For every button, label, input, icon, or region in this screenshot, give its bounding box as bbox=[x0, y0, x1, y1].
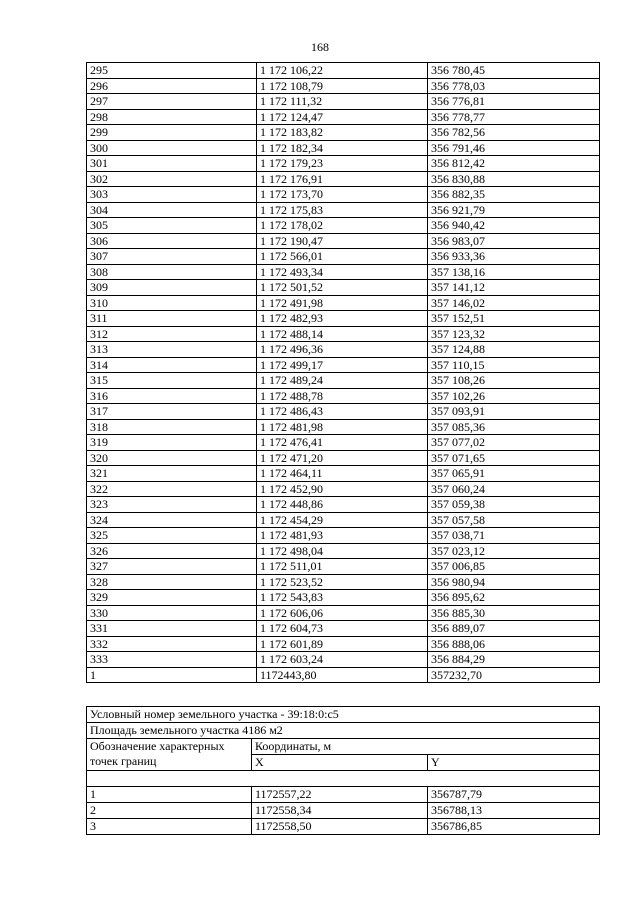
point-number-cell: 325 bbox=[87, 528, 257, 544]
point-number-cell: 297 bbox=[87, 94, 257, 110]
y-coordinate-cell: 357 102,26 bbox=[428, 388, 600, 404]
points-header-line2: точек границ bbox=[90, 754, 157, 768]
x-coordinate-cell: 1 172 482,93 bbox=[257, 311, 428, 327]
table-row bbox=[87, 202, 600, 218]
table-row bbox=[87, 450, 600, 466]
point-number-cell: 309 bbox=[87, 280, 257, 296]
table-row bbox=[87, 605, 600, 621]
y-coordinate-cell: 357 138,16 bbox=[428, 264, 600, 280]
point-number-cell: 306 bbox=[87, 233, 257, 249]
x-coordinate-cell: 1 172 173,70 bbox=[257, 187, 428, 203]
y-coordinate-cell: 357 057,58 bbox=[428, 512, 600, 528]
x-coordinate-cell: 1172558,50 bbox=[252, 819, 428, 835]
table-row bbox=[87, 512, 600, 528]
table-row bbox=[87, 249, 600, 265]
y-coordinate-cell: 356 895,62 bbox=[428, 590, 600, 606]
point-number-cell: 329 bbox=[87, 590, 257, 606]
table-row bbox=[87, 404, 600, 420]
y-coordinate-cell: 356 776,81 bbox=[428, 94, 600, 110]
table-row bbox=[87, 233, 600, 249]
x-coordinate-cell: 1172443,80 bbox=[257, 667, 428, 683]
table-row bbox=[87, 528, 600, 544]
table-row bbox=[87, 311, 600, 327]
y-coordinate-cell: 357 077,02 bbox=[428, 435, 600, 451]
y-coordinate-cell: 356 778,77 bbox=[428, 109, 600, 125]
x-coordinate-cell: 1 172 452,90 bbox=[257, 481, 428, 497]
points-header-line1: Обозначение характерных bbox=[90, 739, 225, 753]
table-row bbox=[87, 803, 600, 819]
y-coordinate-cell: 356 830,88 bbox=[428, 171, 600, 187]
x-coordinate-cell: 1 172 493,34 bbox=[257, 264, 428, 280]
table-row bbox=[87, 63, 600, 79]
point-number-cell: 316 bbox=[87, 388, 257, 404]
point-number-cell: 332 bbox=[87, 636, 257, 652]
y-coordinate-cell: 356 782,56 bbox=[428, 125, 600, 141]
parcel-table bbox=[86, 706, 600, 835]
parcel-area-row bbox=[87, 723, 600, 739]
parcel-header-row-1 bbox=[87, 739, 600, 755]
point-number-cell: 328 bbox=[87, 574, 257, 590]
table-row bbox=[87, 667, 600, 683]
y-coordinate-cell: 356787,79 bbox=[428, 787, 600, 803]
table-row bbox=[87, 435, 600, 451]
y-coordinate-cell: 356 884,29 bbox=[428, 652, 600, 668]
x-coordinate-cell: 1 172 491,98 bbox=[257, 295, 428, 311]
x-coordinate-cell: 1 172 481,93 bbox=[257, 528, 428, 544]
x-coordinate-cell: 1 172 511,01 bbox=[257, 559, 428, 575]
point-number-cell: 318 bbox=[87, 419, 257, 435]
point-number-cell: 313 bbox=[87, 342, 257, 358]
point-number-cell: 331 bbox=[87, 621, 257, 637]
table-row bbox=[87, 280, 600, 296]
y-coordinate-cell: 356 983,07 bbox=[428, 233, 600, 249]
x-coordinate-cell: 1 172 523,52 bbox=[257, 574, 428, 590]
y-coordinate-cell: 356 940,42 bbox=[428, 218, 600, 234]
x-coordinate-cell: 1 172 486,43 bbox=[257, 404, 428, 420]
point-number-cell: 301 bbox=[87, 156, 257, 172]
y-coordinate-cell: 356 921,79 bbox=[428, 202, 600, 218]
point-number-cell: 298 bbox=[87, 109, 257, 125]
x-coordinate-cell: 1 172 183,82 bbox=[257, 125, 428, 141]
x-coordinate-cell: 1 172 476,41 bbox=[257, 435, 428, 451]
point-number-cell: 295 bbox=[87, 63, 257, 79]
point-number-cell: 317 bbox=[87, 404, 257, 420]
point-number-cell: 299 bbox=[87, 125, 257, 141]
table-row bbox=[87, 264, 600, 280]
point-number-cell: 302 bbox=[87, 171, 257, 187]
y-coordinate-cell: 356 778,03 bbox=[428, 78, 600, 94]
table-row bbox=[87, 342, 600, 358]
y-coordinate-cell: 356 888,06 bbox=[428, 636, 600, 652]
y-coordinate-cell: 357 123,32 bbox=[428, 326, 600, 342]
x-coordinate-cell: 1 172 489,24 bbox=[257, 373, 428, 389]
y-coordinate-cell: 356 780,45 bbox=[428, 63, 600, 79]
point-number-cell: 303 bbox=[87, 187, 257, 203]
point-number-cell: 326 bbox=[87, 543, 257, 559]
spacer-cell bbox=[87, 771, 600, 787]
y-coordinate-cell: 357 141,12 bbox=[428, 280, 600, 296]
x-coordinate-cell: 1 172 488,78 bbox=[257, 388, 428, 404]
y-coordinate-cell: 357 108,26 bbox=[428, 373, 600, 389]
point-number-cell: 1 bbox=[87, 787, 252, 803]
y-coordinate-cell: 357 071,65 bbox=[428, 450, 600, 466]
point-number-cell: 312 bbox=[87, 326, 257, 342]
table-row bbox=[87, 125, 600, 141]
table-row bbox=[87, 497, 600, 513]
x-coordinate-cell: 1 172 471,20 bbox=[257, 450, 428, 466]
point-number-cell: 314 bbox=[87, 357, 257, 373]
y-coordinate-cell: 356 889,07 bbox=[428, 621, 600, 637]
table-row bbox=[87, 574, 600, 590]
point-number-cell: 320 bbox=[87, 450, 257, 466]
coords-header-cell: Координаты, м bbox=[252, 739, 600, 755]
table-row bbox=[87, 636, 600, 652]
x-header-cell: X bbox=[252, 755, 428, 771]
point-number-cell: 323 bbox=[87, 497, 257, 513]
table-row bbox=[87, 590, 600, 606]
x-coordinate-cell: 1 172 175,83 bbox=[257, 202, 428, 218]
point-number-cell: 300 bbox=[87, 140, 257, 156]
y-coordinate-cell: 357 023,12 bbox=[428, 543, 600, 559]
x-coordinate-cell: 1 172 448,86 bbox=[257, 497, 428, 513]
x-coordinate-cell: 1 172 108,79 bbox=[257, 78, 428, 94]
x-coordinate-cell: 1 172 566,01 bbox=[257, 249, 428, 265]
x-coordinate-cell: 1 172 182,34 bbox=[257, 140, 428, 156]
table-row bbox=[87, 621, 600, 637]
y-coordinate-cell: 356 980,94 bbox=[428, 574, 600, 590]
point-number-cell: 2 bbox=[87, 803, 252, 819]
point-number-cell: 3 bbox=[87, 819, 252, 835]
x-coordinate-cell: 1 172 603,24 bbox=[257, 652, 428, 668]
x-coordinate-cell: 1 172 488,14 bbox=[257, 326, 428, 342]
y-header-cell: Y bbox=[428, 755, 600, 771]
y-coordinate-cell: 357 152,51 bbox=[428, 311, 600, 327]
coordinates-table bbox=[86, 62, 600, 683]
x-coordinate-cell: 1 172 606,06 bbox=[257, 605, 428, 621]
page-number: 168 bbox=[311, 40, 329, 54]
y-coordinate-cell: 357232,70 bbox=[428, 667, 600, 683]
x-coordinate-cell: 1 172 106,22 bbox=[257, 63, 428, 79]
table-row bbox=[87, 94, 600, 110]
point-number-cell: 307 bbox=[87, 249, 257, 265]
y-coordinate-cell: 357 006,85 bbox=[428, 559, 600, 575]
point-number-cell: 321 bbox=[87, 466, 257, 482]
point-number-cell: 1 bbox=[87, 667, 257, 683]
y-coordinate-cell: 356786,85 bbox=[428, 819, 600, 835]
point-number-cell: 304 bbox=[87, 202, 257, 218]
x-coordinate-cell: 1 172 176,91 bbox=[257, 171, 428, 187]
x-coordinate-cell: 1 172 481,98 bbox=[257, 419, 428, 435]
table-row bbox=[87, 419, 600, 435]
parcel-number-cell: Условный номер земельного участка - 39:18:0:с5 bbox=[87, 707, 600, 723]
parcel-rows-body bbox=[87, 787, 600, 835]
parcel-table-body bbox=[87, 707, 600, 787]
parcel-number-row bbox=[87, 707, 600, 723]
coordinates-table-body bbox=[87, 63, 600, 683]
x-coordinate-cell: 1172557,22 bbox=[252, 787, 428, 803]
x-coordinate-cell: 1 172 178,02 bbox=[257, 218, 428, 234]
table-row bbox=[87, 466, 600, 482]
table-row bbox=[87, 218, 600, 234]
x-coordinate-cell: 1 172 111,32 bbox=[257, 94, 428, 110]
y-coordinate-cell: 356 882,35 bbox=[428, 187, 600, 203]
y-coordinate-cell: 357 060,24 bbox=[428, 481, 600, 497]
y-coordinate-cell: 356 791,46 bbox=[428, 140, 600, 156]
point-number-cell: 308 bbox=[87, 264, 257, 280]
x-coordinate-cell: 1 172 124,47 bbox=[257, 109, 428, 125]
y-coordinate-cell: 356 885,30 bbox=[428, 605, 600, 621]
y-coordinate-cell: 357 093,91 bbox=[428, 404, 600, 420]
table-row bbox=[87, 819, 600, 835]
point-number-cell: 311 bbox=[87, 311, 257, 327]
point-number-cell: 319 bbox=[87, 435, 257, 451]
table-row bbox=[87, 140, 600, 156]
table-row bbox=[87, 78, 600, 94]
table-row bbox=[87, 171, 600, 187]
table-row bbox=[87, 373, 600, 389]
x-coordinate-cell: 1 172 499,17 bbox=[257, 357, 428, 373]
point-number-cell: 324 bbox=[87, 512, 257, 528]
table-row bbox=[87, 109, 600, 125]
x-coordinate-cell: 1 172 501,52 bbox=[257, 280, 428, 296]
point-number-cell: 322 bbox=[87, 481, 257, 497]
table-row bbox=[87, 787, 600, 803]
table-row bbox=[87, 543, 600, 559]
point-number-cell: 296 bbox=[87, 78, 257, 94]
y-coordinate-cell: 357 065,91 bbox=[428, 466, 600, 482]
table-row bbox=[87, 481, 600, 497]
table-row bbox=[87, 652, 600, 668]
point-number-cell: 315 bbox=[87, 373, 257, 389]
parcel-spacer-row bbox=[87, 771, 600, 787]
x-coordinate-cell: 1 172 454,29 bbox=[257, 512, 428, 528]
table-row bbox=[87, 388, 600, 404]
point-number-cell: 333 bbox=[87, 652, 257, 668]
y-coordinate-cell: 357 110,15 bbox=[428, 357, 600, 373]
x-coordinate-cell: 1 172 543,83 bbox=[257, 590, 428, 606]
table-row bbox=[87, 187, 600, 203]
table-row bbox=[87, 357, 600, 373]
table-row bbox=[87, 326, 600, 342]
x-coordinate-cell: 1 172 601,89 bbox=[257, 636, 428, 652]
point-number-cell: 310 bbox=[87, 295, 257, 311]
parcel-area-cell: Площадь земельного участка 4186 м2 bbox=[87, 723, 600, 739]
table-row bbox=[87, 156, 600, 172]
y-coordinate-cell: 357 038,71 bbox=[428, 528, 600, 544]
x-coordinate-cell: 1 172 604,73 bbox=[257, 621, 428, 637]
y-coordinate-cell: 357 124,88 bbox=[428, 342, 600, 358]
y-coordinate-cell: 356788,13 bbox=[428, 803, 600, 819]
x-coordinate-cell: 1 172 179,23 bbox=[257, 156, 428, 172]
points-header-cell bbox=[87, 739, 252, 771]
x-coordinate-cell: 1 172 464,11 bbox=[257, 466, 428, 482]
point-number-cell: 305 bbox=[87, 218, 257, 234]
y-coordinate-cell: 357 059,38 bbox=[428, 497, 600, 513]
y-coordinate-cell: 357 146,02 bbox=[428, 295, 600, 311]
point-number-cell: 330 bbox=[87, 605, 257, 621]
x-coordinate-cell: 1172558,34 bbox=[252, 803, 428, 819]
y-coordinate-cell: 356 933,36 bbox=[428, 249, 600, 265]
point-number-cell: 327 bbox=[87, 559, 257, 575]
table-row bbox=[87, 559, 600, 575]
y-coordinate-cell: 357 085,36 bbox=[428, 419, 600, 435]
y-coordinate-cell: 356 812,42 bbox=[428, 156, 600, 172]
x-coordinate-cell: 1 172 190,47 bbox=[257, 233, 428, 249]
x-coordinate-cell: 1 172 496,36 bbox=[257, 342, 428, 358]
x-coordinate-cell: 1 172 498,04 bbox=[257, 543, 428, 559]
table-row bbox=[87, 295, 600, 311]
